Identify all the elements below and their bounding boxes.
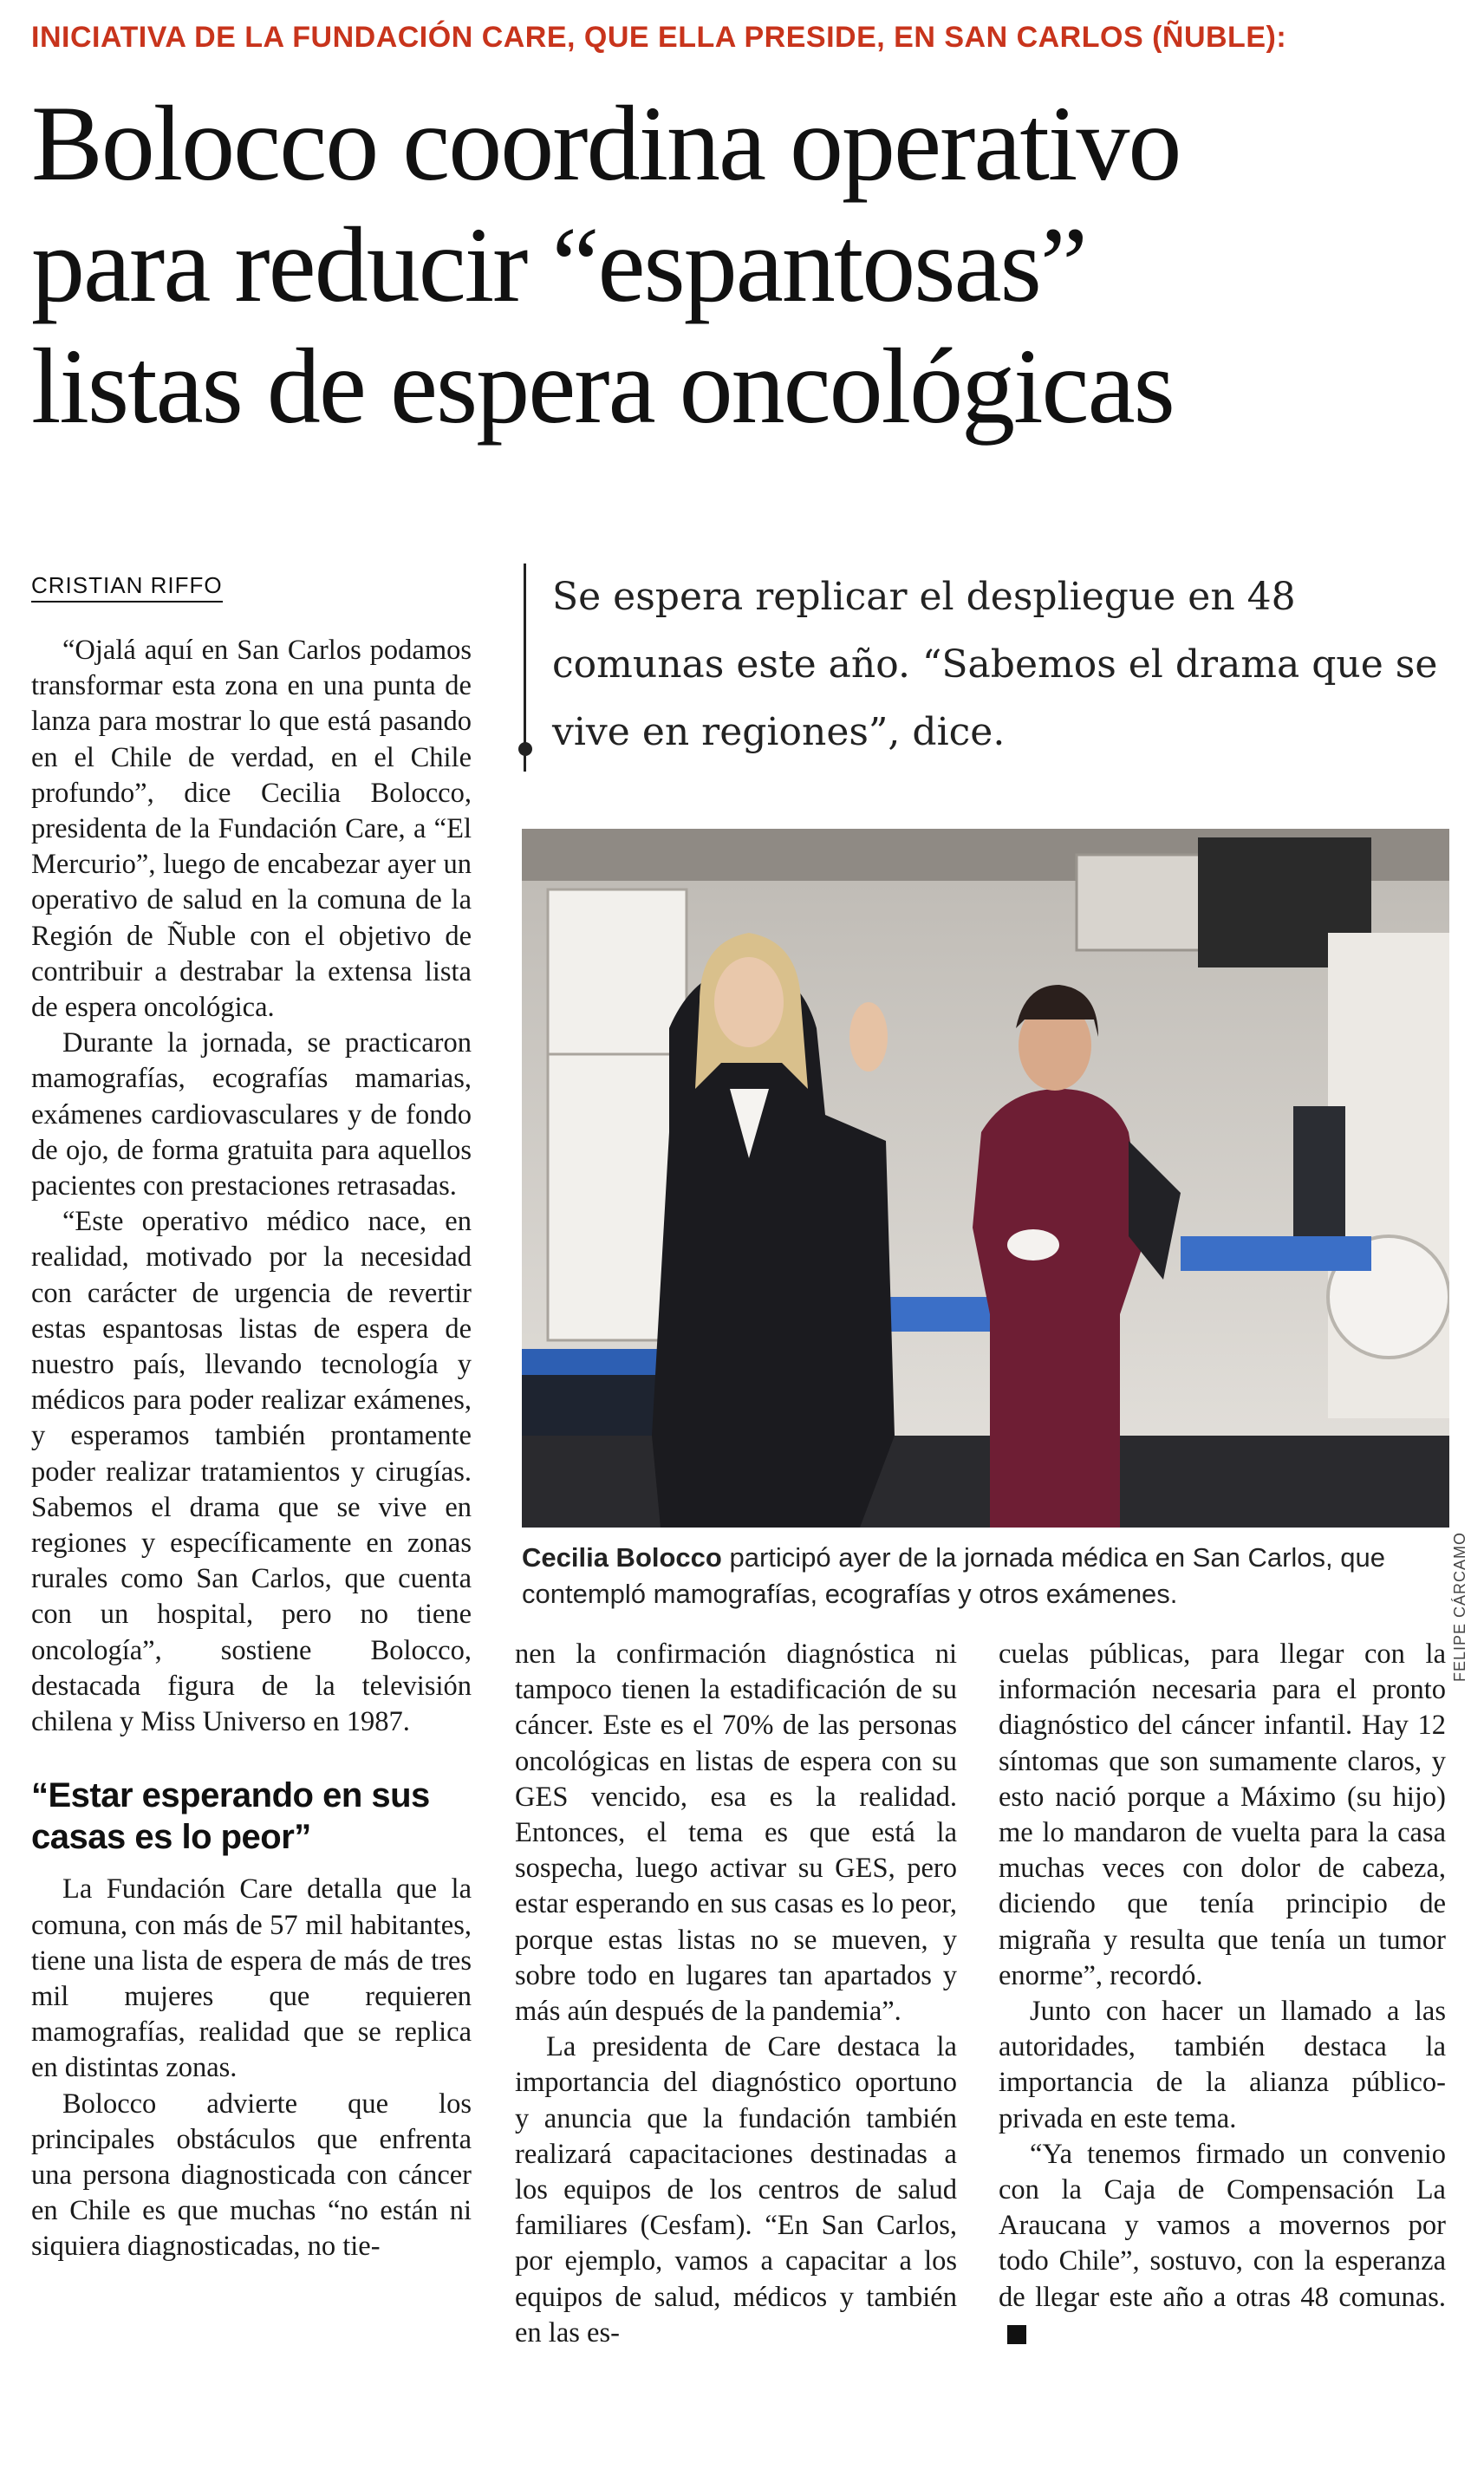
pull-quote [524, 564, 1454, 772]
paragraph: Junto con hacer un llamado a las autoridades, también destaca la importancia de la alianza público-privada en este tema. [999, 1996, 1446, 2134]
paragraph: “Ojalá aquí en San Carlos podamos transformar esta zona en una punta de lanza para mostrar lo que está pasando en el Chile de verdad, en el Chile profundo”, dice Cecilia Bolocco, presidenta de la Fundación Care, a “El Mercurio”, luego de encabezar ayer un operativo de salud en la comuna de la Región de Ñuble con el objetivo de contribuir a destrabar la extensa lista de espera oncológica. [31, 635, 472, 1024]
headline-line-3: listas de espera oncológicas [31, 327, 1174, 446]
column-2 [515, 1637, 957, 2351]
caption-name: Cecilia Bolocco [522, 1542, 722, 1573]
paragraph: Durante la jornada, se practicaron mamografías, ecografías mamarias, exámenes cardiovasculares y de fondo de ojo, de forma gratuita para aquellos pacientes con prestaciones retrasadas. [31, 1027, 472, 1202]
photo-caption [522, 1540, 1458, 1612]
paragraph: “Este operativo médico nace, en realidad, motivado por la necesidad con carácter de urgencia de revertir estas espantosas listas de espera de nuestro país, llevando tecnología y médicos para poder realizar exámenes, y esperamos también prontamente poder realizar tratamientos y cirugías. Sabemos el drama que se vive en regiones y específicamente en zonas rurales como San Carlos, que cuenta con un hospital, pero no tiene oncología”, sostiene Bolocco, destacada figura de la televisión chilena y Miss Universo en 1987. [31, 1206, 472, 1738]
paragraph: La Fundación Care detalla que la comuna, con más de 57 mil habitantes, tiene una lista de espera de más de tres mil mujeres que requieren mamografías, realidad que se replica en distintas zonas. [31, 1873, 472, 2084]
headline-line-2: para reducir “espantosas” [31, 205, 1086, 324]
paragraph: cuelas públicas, para llegar con la información necesaria para el pronto diagnóstico del cáncer infantil. Hay 12 síntomas que son sumamente claros, y esto nació porque a Máximo (su hijo) me lo mandaron de vuelta para la casa muchas veces con dolor de cabeza, diciendo que tenía principio de migraña y resulta que tenía un tumor enorme”, recordó. [999, 1638, 1446, 1991]
paragraph [999, 2137, 1446, 2351]
column-3 [999, 1637, 1446, 2351]
bullet-dot [518, 742, 532, 756]
subhead: “Estar esperando en sus casas es lo peor” [31, 1776, 430, 1857]
headline [31, 83, 1461, 447]
kicker: INICIATIVA DE LA FUNDACIÓN CARE, QUE ELLA PRESIDE, EN SAN CARLOS (ÑUBLE): [31, 21, 1287, 54]
paragraph: La presidenta de Care destaca la importancia del diagnóstico oportuno y anuncia que la fundación también realizará capacitaciones destinadas a los equipos de los centros de salud familiares (Cesfam). “En San Carlos, por ejemplo, vamos a capacitar a los equipos de salud, médicos y también en las es- [515, 2031, 957, 2348]
pull-quote-text: Se espera replicar el despliegue en 48 comunas este año. “Sabemos el drama que se vive en regiones”, dice. [552, 575, 1438, 754]
byline: CRISTIAN RIFFO [31, 572, 223, 603]
photo [522, 829, 1449, 1528]
photo-credit: FELIPE CÁRCAMO [1451, 1531, 1468, 1682]
paragraph: Bolocco advierte que los principales obstáculos que enfrenta una persona diagnosticada con cáncer en Chile es que muchas “no están ni siquiera diagnosticadas, no tie- [31, 2088, 472, 2263]
photo-illustration [522, 829, 1449, 1528]
caption-text: participó ayer de la jornada médica en San Carlos, que contempló mamografías, ecografías y otros exámenes. [522, 1542, 1385, 1609]
end-mark-icon [1007, 2325, 1026, 2344]
paragraph: nen la confirmación diagnóstica ni tampoco tienen la estadificación de su cáncer. Este es el 70% de las personas oncológicas en listas de espera con su GES vencido, esa es la realidad. Entonces, el tema es que está la sospecha, luego activar su GES, pero estar esperando en sus casas es lo peor, porque estas listas no se mueven, y sobre todo en lugares tan apartados y más aún después de la pandemia”. [515, 1638, 957, 2028]
closing-text: “Ya tenemos firmado un convenio con la Caja de Compensación La Araucana y vamos a movernos por todo Chile”, sostuvo, con la esperanza de llegar este año a otras 48 comunas. [999, 2138, 1446, 2313]
column-1 [31, 633, 472, 2265]
headline-line-1: Bolocco coordina operativo [31, 84, 1181, 203]
